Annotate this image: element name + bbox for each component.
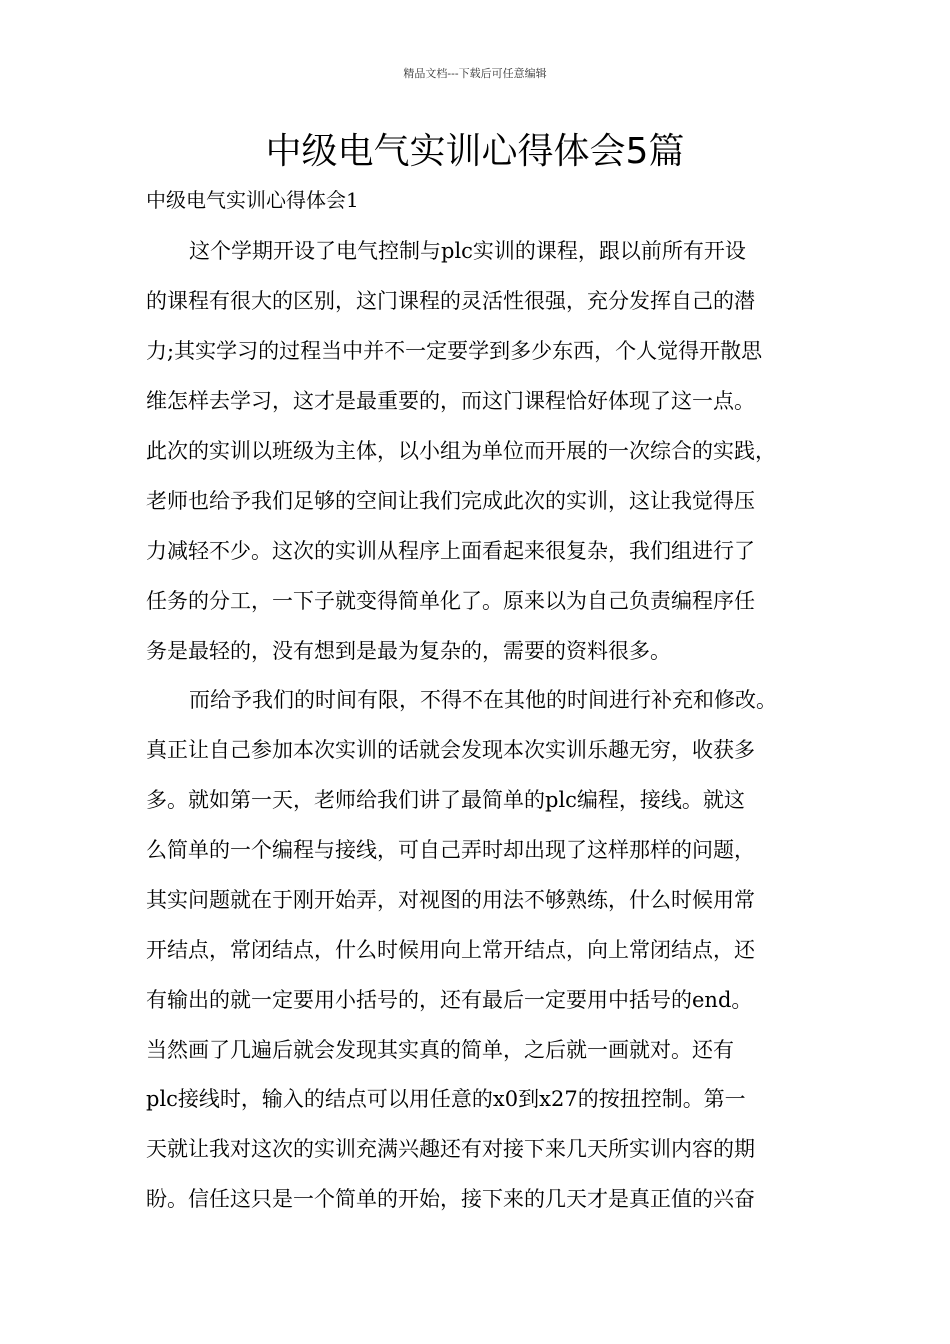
paragraph-line: 有输出的就一定要用小括号的，还有最后一定要用中括号的end。: [146, 988, 753, 1012]
paragraph-line: 盼。信任这只是一个简单的开始，接下来的几天才是真正值的兴奋: [146, 1187, 755, 1211]
header-note: 精品文档---下载后可任意编辑: [403, 67, 547, 80]
paragraph-line: 维怎样去学习，这才是最重要的，而这门课程恰好体现了这一点。: [146, 389, 755, 413]
paragraph-line: 多。就如第一天，老师给我们讲了最简单的plc编程，接线。就这: [146, 788, 745, 812]
paragraph-line: 力;其实学习的过程当中并不一定要学到多少东西，个人觉得开散思: [146, 339, 763, 363]
paragraph-line: 这个学期开设了电气控制与plc实训的课程，跟以前所有开设: [189, 239, 746, 263]
paragraph-line: 力减轻不少。这次的实训从程序上面看起来很复杂，我们组进行了: [146, 539, 755, 563]
paragraph-line: 老师也给予我们足够的空间让我们完成此次的实训，这让我觉得压: [146, 489, 755, 513]
paragraph-line: 任务的分工，一下子就变得简单化了。原来以为自己负责编程序任: [146, 589, 755, 613]
paragraph-line: 天就让我对这次的实训充满兴趣还有对接下来几天所实训内容的期: [146, 1137, 755, 1161]
document-title: 中级电气实训心得体会5篇: [265, 131, 685, 172]
paragraph-line: 此次的实训以班级为主体，以小组为单位而开展的一次综合的实践，: [146, 439, 776, 463]
paragraph-line: 其实问题就在于刚开始弄，对视图的用法不够熟练，什么时候用常: [146, 888, 755, 912]
paragraph-line: 当然画了几遍后就会发现其实真的简单，之后就一画就对。还有: [146, 1038, 734, 1062]
paragraph-line: 真正让自己参加本次实训的话就会发现本次实训乐趣无穷，收获多: [146, 738, 755, 762]
paragraph-line: 的课程有很大的区别，这门课程的灵活性很强，充分发挥自己的潜: [146, 289, 755, 313]
paragraph-line: plc接线时，输入的结点可以用任意的x0到x27的按扭控制。第一: [146, 1087, 746, 1111]
section-heading: 中级电气实训心得体会1: [146, 188, 359, 212]
paragraph-line: 么简单的一个编程与接线，可自己弄时却出现了这样那样的问题，: [146, 838, 755, 862]
paragraph-line: 而给予我们的时间有限，不得不在其他的时间进行补充和修改。: [189, 688, 777, 712]
paragraph-line: 务是最轻的，没有想到是最为复杂的，需要的资料很多。: [146, 639, 671, 663]
paragraph-line: 开结点，常闭结点，什么时候用向上常开结点，向上常闭结点，还: [146, 938, 755, 962]
